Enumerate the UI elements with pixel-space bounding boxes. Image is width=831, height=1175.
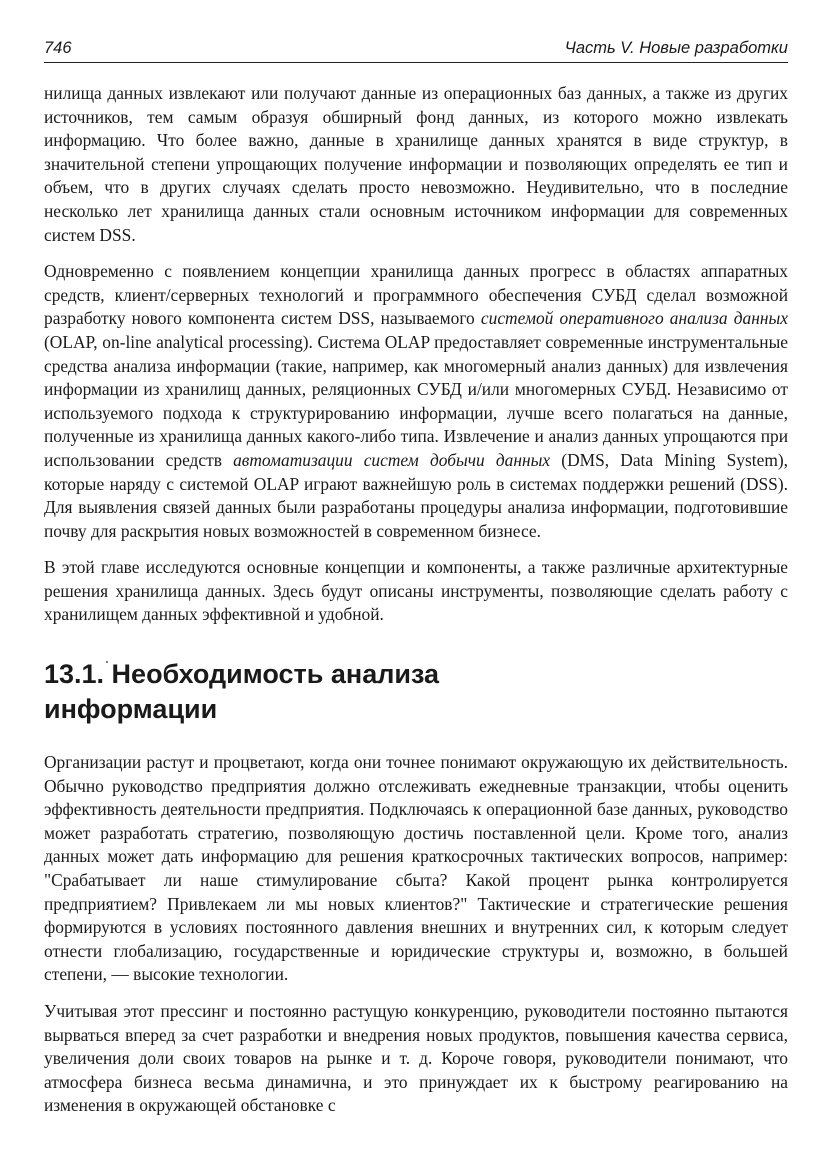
olap-term: системой оперативного анализа данных [480,308,788,329]
paragraph-4: Организации растут и процветают, когда они точнее понимают окружающую их действительность. Обычно руководство предприятия должно отслеживать ежедневные транзакции, чтобы оценить эффективность деятельности предприятия. Подключаясь к операционной базе данных, руководство может разработать стратегию, позволяющую достичь поставленной цели. Кроме того, анализ данных может дать информацию для решения краткосрочных тактических вопросов, например: "Срабатывает ли наше стимулирование сбыта? Какой процент рынка контролируется предприятием? Привлекаем ли мы новых клиентов?" Тактические и стратегические решения формируются в условиях постоянного давления внешних и внутренних сил, к которым следует отнести глобализацию, государственные и юридические структуры и, возможно, в большей степени, — высокие технологии. [44,752,788,985]
paragraph-3: В этой главе исследуются основные концепции и компоненты, а также различные архитектурные решения хранилища данных. Здесь будут описаны инструменты, позволяющие сделать работу с хранилищем данных эффективной и удобной. [44,557,788,625]
page-number: 746 [44,39,72,57]
paragraph-2-text-b: (OLAP, on-line analytical processing). Система OLAP предоставляет современные инструментальные средства анализа информации (такие, например, как многомерный анализ данных) для извлечения информации из хранилищ данных, реляционных СУБД и/или многомерных СУБД. Независимо от используемого подхода к структурированию информации, лучше всего полагаться на данные, полученные из хранилища данных какого-либо типа. Извлечение и анализ данных упрощаются при использовании средств [44,331,788,470]
paragraph-2-text-c: (DMS, Data Mining System), которые наряду с системой OLAP играют важнейшую роль в системах поддержки решений (DSS). Для выявления связей данных были разработаны процедуры анализа информации, подготовившие почву для раскрытия новых возможностей в современном бизнесе. [44,449,788,541]
paragraph-2 [44,260,788,543]
page-body [44,82,788,1131]
paragraph-2-text-a: Одновременно с появлением концепции хранилища данных прогресс в областях аппаратных средств, клиент/серверных технологий и программного обеспечения СУБД сделал возможной разработку нового компонента систем DSS, называемого [44,261,788,329]
dms-term: автоматизации систем добычи данных [233,449,551,470]
running-title: Часть V. Новые разработки [564,39,788,57]
paragraph-5: Учитывая этот прессинг и постоянно растущую конкуренцию, руководители постоянно пытаются вырваться вперед за счет разработки и внедрения новых продуктов, повышения качества сервиса, увеличения доли своих товаров на рынке и т. д. Короче говоря, руководители понимают, что атмосфера бизнеса весьма динамична, и это принуждает их к быстрому реагированию на изменения в окружающей обстановке с [44,1001,788,1116]
section-heading: 13.1. Необходимость анализа информации [44,659,440,725]
paragraph-1: нилища данных извлекают или получают данные из операционных баз данных, а также из других источников, тем самым образуя обширный фонд данных, из которого можно извлекать информацию. Что более важно, данные в хранилище данных хранятся в виде структур, в значительной степени упрощающих получение информации и позволяющих определять ее тип и объем, что в других случаях сделать просто невозможно. Неудивительно, что в последние несколько лет хранилища данных стали основным источником информации для современных систем DSS. [44,83,788,245]
page-header [44,38,788,63]
